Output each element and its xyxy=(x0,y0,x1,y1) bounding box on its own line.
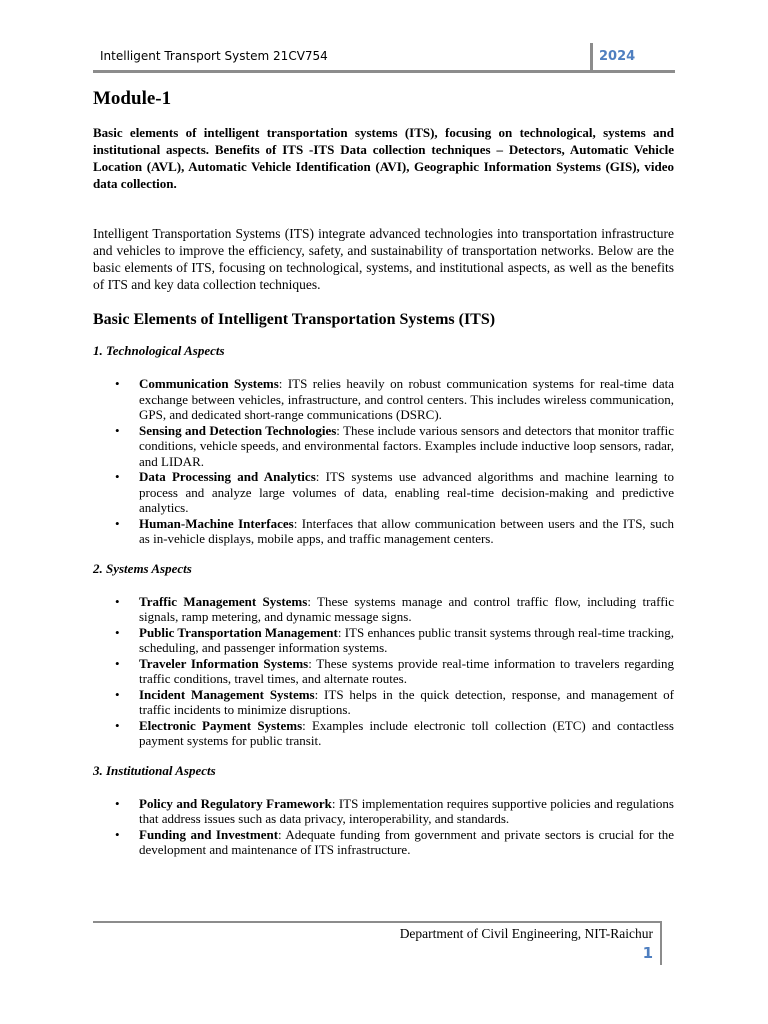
aspect-heading: 1. Technological Aspects xyxy=(93,343,225,358)
item-term: Sensing and Detection Technologies xyxy=(139,422,337,438)
aspect-heading: 3. Institutional Aspects xyxy=(93,762,216,778)
bullet-icon: • xyxy=(115,422,120,438)
bullet-icon: • xyxy=(115,717,120,733)
page-content xyxy=(93,88,674,858)
bullet-icon: • xyxy=(115,376,120,391)
item-text: : Interfaces that allow communication between users and the ITS, such as in-vehicle displays, mobile apps, and traffic management centers. xyxy=(139,515,674,546)
department-name: Department of Civil Engineering, NIT-Raichur xyxy=(399,926,653,941)
page-number: 1 xyxy=(642,944,653,962)
list-item xyxy=(93,516,674,547)
list-item xyxy=(93,718,674,749)
bullet-icon: • xyxy=(115,826,120,842)
item-term: Communication Systems xyxy=(139,376,279,391)
module-syllabus: Basic elements of intelligent transportation systems (ITS), focusing on technological, systems and institutional aspects. Benefits of ITS -ITS Data collection techniques – Detectors, Automatic Vehicle Location (AVL), Automatic Vehicle Identification (AVI), Geographic Information Systems (GIS), video data collection. xyxy=(93,125,674,191)
list-item xyxy=(93,594,674,625)
item-text: : ITS helps in the quick detection, response, and management of traffic incidents to minimize disruptions. xyxy=(139,686,675,717)
aspect-technological xyxy=(93,343,674,547)
item-term: Data Processing and Analytics xyxy=(139,469,316,484)
aspect-systems xyxy=(93,561,674,749)
list-item xyxy=(93,687,674,718)
item-term: Incident Management Systems xyxy=(139,686,315,702)
list-item xyxy=(93,796,674,827)
item-text: : These include various sensors and detectors that monitor traffic conditions, vehicle speeds, and environmental factors. Examples include inductive loop sensors, radar, and LIDAR. xyxy=(139,422,674,469)
item-text: : These systems manage and control traffic flow, including traffic signals, ramp metering, and dynamic message signs. xyxy=(139,593,674,624)
item-text: : ITS relies heavily on robust communication systems for real-time data exchange between vehicles, infrastructure, and control centers. This includes wireless communication, GPS, and dedicated short-range communications (DSRC). xyxy=(139,376,674,422)
item-term: Human-Machine Interfaces xyxy=(139,515,294,531)
bullet-icon: • xyxy=(115,515,120,531)
module-title: Module-1 xyxy=(93,88,172,109)
header-year: 2024 xyxy=(599,49,636,64)
aspect-heading: 2. Systems Aspects xyxy=(93,560,192,576)
item-term: Public Transportation Management xyxy=(139,624,338,640)
bullet-icon: • xyxy=(115,795,120,811)
list-item xyxy=(93,376,674,423)
page-header xyxy=(93,43,675,73)
list-item xyxy=(93,423,674,470)
intro-paragraph: Intelligent Transportation Systems (ITS) integrate advanced technologies into transportation infrastructure and vehicles to improve the efficiency, safety, and sustainability of transportation networks. Below are the basic elements of ITS, focusing on technological, systems, and institutional aspects, as well as the benefits of ITS and key data collection techniques. xyxy=(93,226,674,292)
list-item xyxy=(93,625,674,656)
item-text: : ITS implementation requires supportive policies and regulations that address issues such as data privacy, interoperability, and standards. xyxy=(139,795,674,826)
bullet-icon: • xyxy=(115,655,120,671)
item-text: : ITS systems use advanced algorithms and machine learning to process and analyze large volumes of data, enabling real-time decision-making and predictive analytics. xyxy=(139,469,674,515)
bullet-icon: • xyxy=(115,469,120,484)
item-term: Traffic Management Systems xyxy=(139,593,308,609)
bullet-icon: • xyxy=(115,686,120,702)
bullet-icon: • xyxy=(115,593,120,609)
list-item xyxy=(93,469,674,516)
aspect-list xyxy=(93,376,674,547)
item-text: : Adequate funding from government and private sectors is crucial for the development and maintenance of ITS infrastructure. xyxy=(139,826,674,857)
aspect-institutional xyxy=(93,763,674,858)
section-title: Basic Elements of Intelligent Transportation Systems (ITS) xyxy=(93,311,496,328)
bullet-icon: • xyxy=(115,624,120,640)
item-text: : Examples include electronic toll collection (ETC) and contactless payment systems for public transit. xyxy=(139,717,674,748)
aspect-list xyxy=(93,796,674,858)
item-text: : These systems provide real-time information to travelers regarding traffic conditions, travel times, and alternate routes. xyxy=(139,655,675,686)
item-term: Policy and Regulatory Framework xyxy=(139,795,332,811)
header-divider xyxy=(590,43,593,70)
list-item xyxy=(93,656,674,687)
item-term: Electronic Payment Systems xyxy=(139,717,303,733)
item-term: Funding and Investment xyxy=(139,826,279,842)
item-term: Traveler Information Systems xyxy=(139,655,309,671)
aspect-list xyxy=(93,594,674,749)
list-item xyxy=(93,827,674,858)
page-footer xyxy=(93,921,662,965)
course-title: Intelligent Transport System 21CV754 xyxy=(100,49,328,63)
item-text: : ITS enhances public transit systems through real-time tracking, scheduling, and passenger information systems. xyxy=(139,624,674,655)
